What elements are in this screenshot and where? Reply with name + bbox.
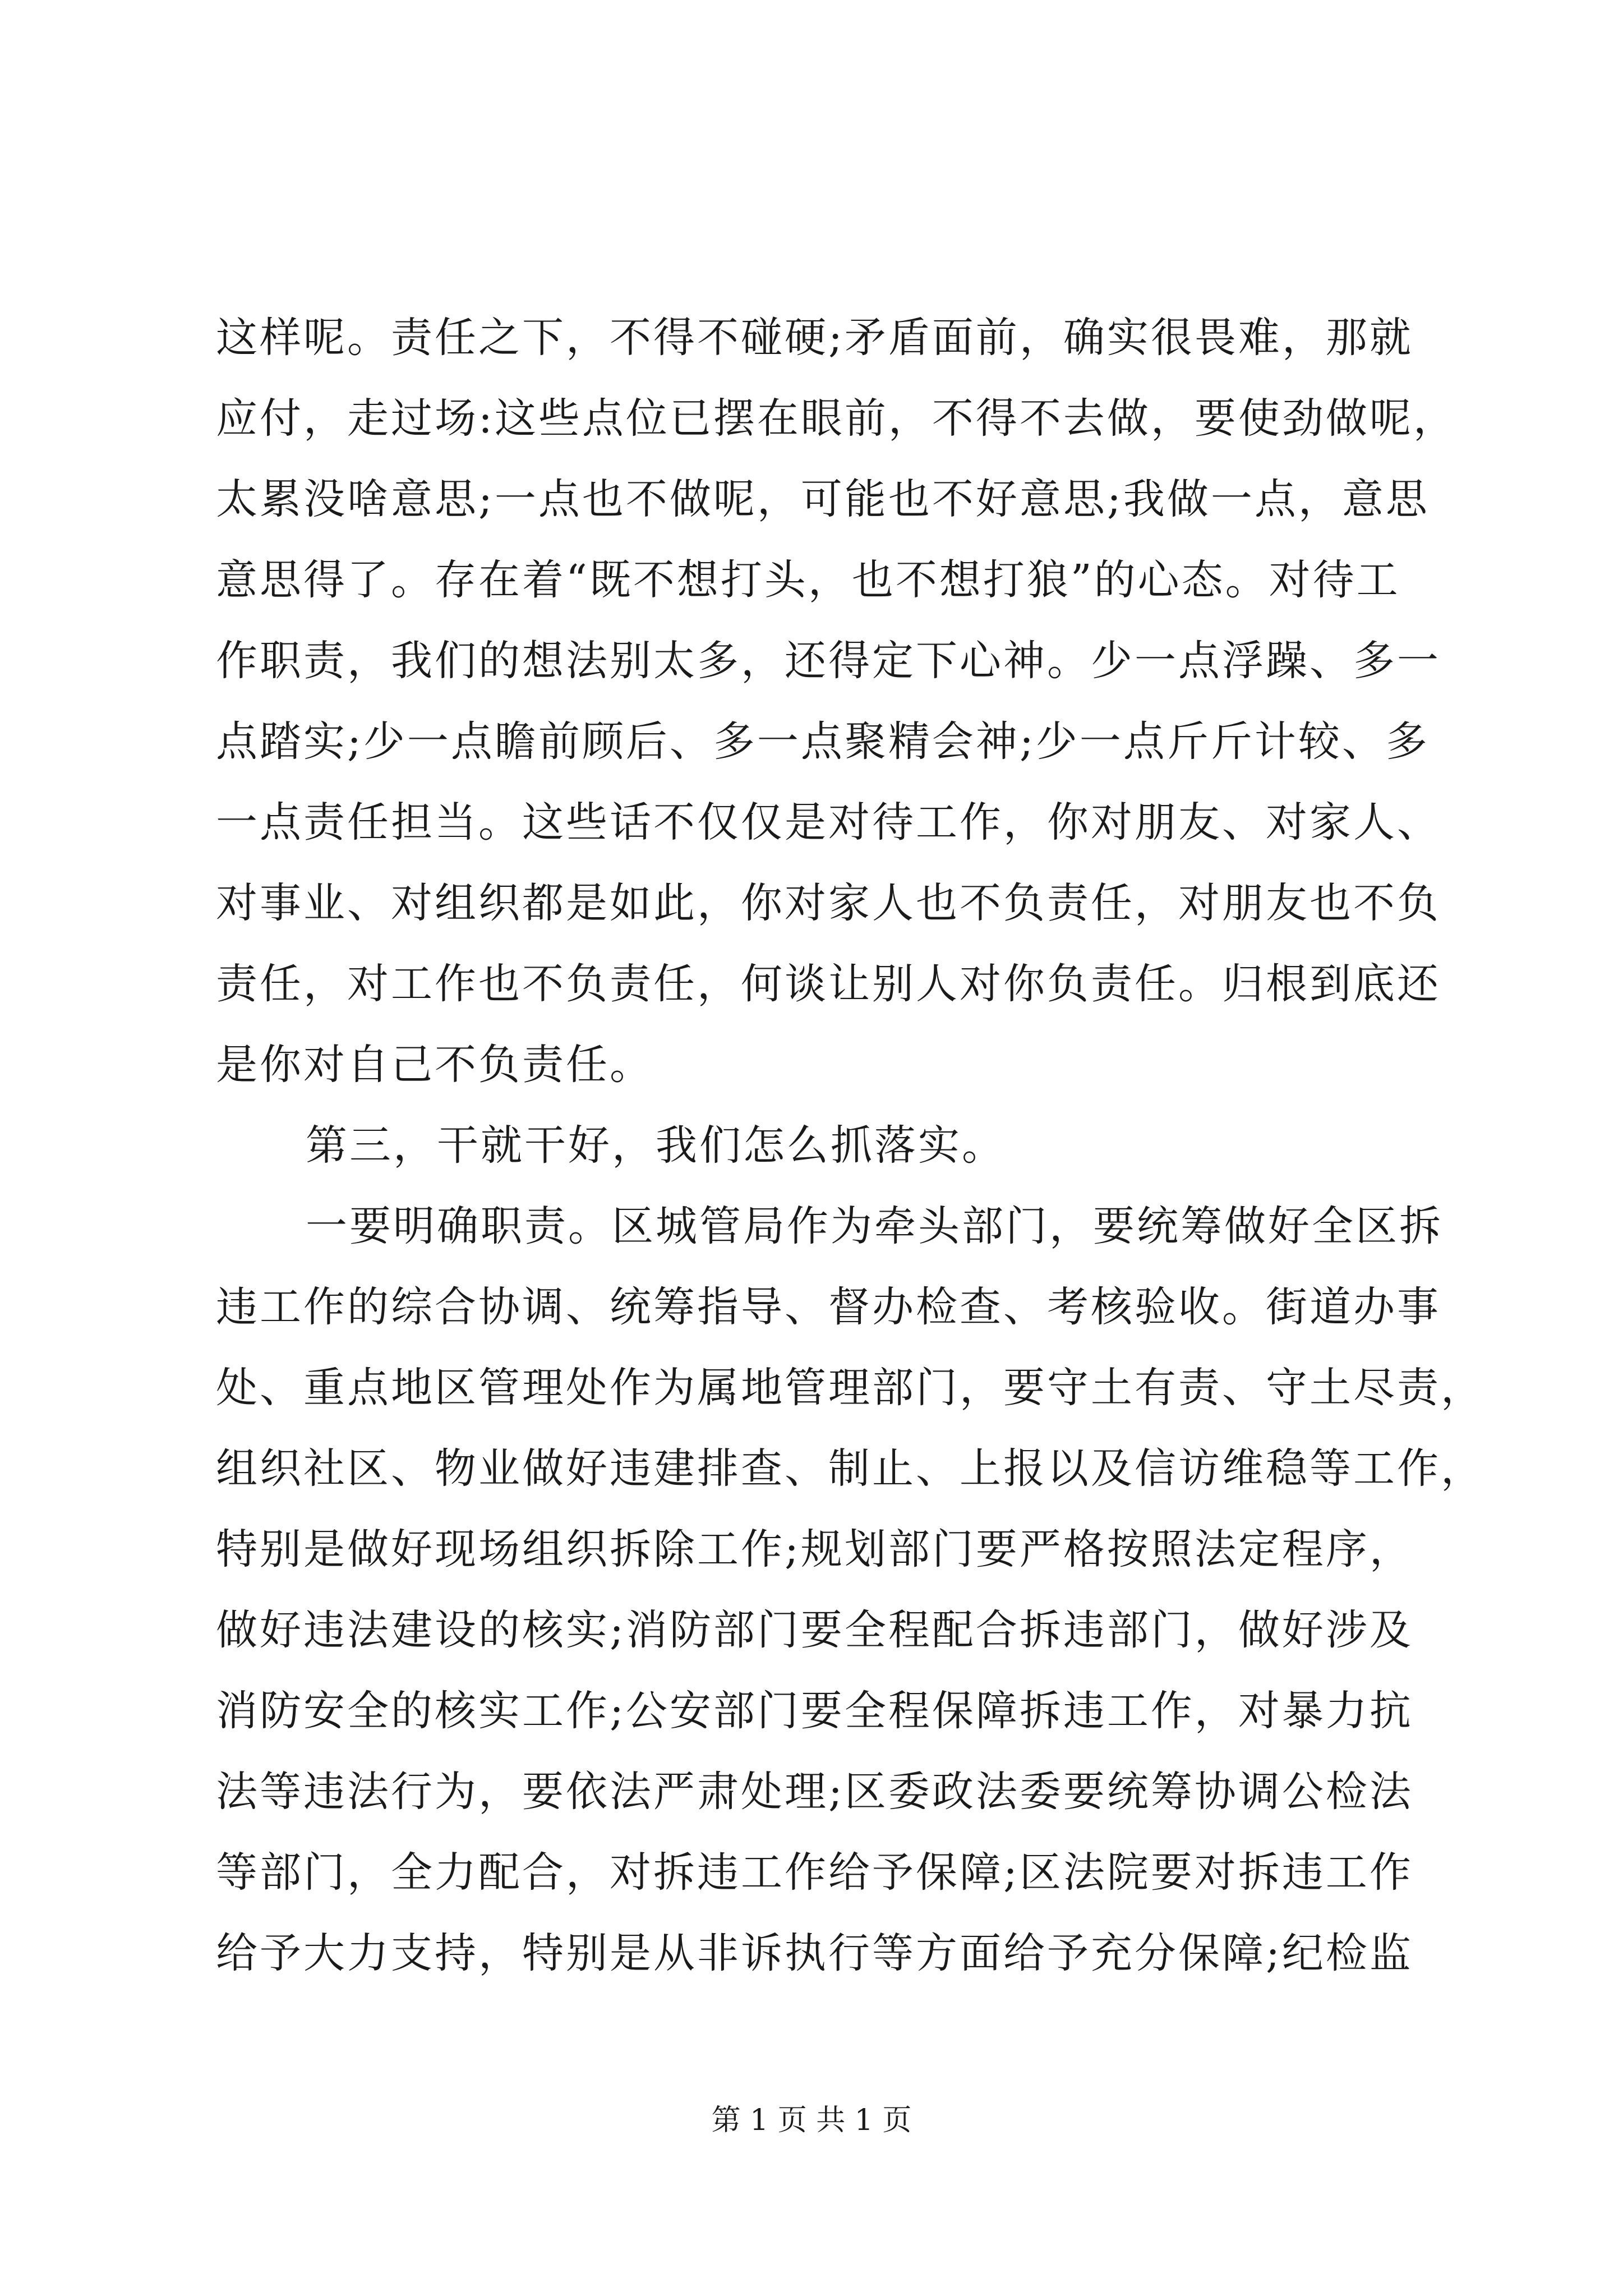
body-text <box>216 297 1484 1994</box>
text-line: 意思得了。存在着“既不想打头，也不想打狼”的心态。对待工 <box>216 556 1400 604</box>
text-line: 点踏实;少一点瞻前顾后、多一点聚精会神;少一点斤斤计较、多 <box>216 717 1430 766</box>
text-line: 违工作的综合协调、统筹指导、督办检查、考核验收。街道办事 <box>216 1283 1441 1331</box>
text-line: 这样呢。责任之下，不得不碰硬;矛盾面前，确实很畏难，那就 <box>216 314 1413 362</box>
text-line: 一要明确职责。区城管局作为牵头部门，要统筹做好全区拆 <box>306 1202 1443 1250</box>
text-line: 特别是做好现场组织拆除工作;规划部门要严格按照法定程序， <box>216 1525 1413 1573</box>
page-number-label: 第 1 页 共 1 页 <box>711 2104 912 2137</box>
text-line: 对事业、对组织都是如此，你对家人也不负责任，对朋友也不负 <box>216 879 1441 927</box>
text-line: 作职责，我们的想法别太多，还得定下心神。少一点浮躁、多一 <box>216 637 1441 685</box>
text-line: 消防安全的核实工作;公安部门要全程保障拆违工作，对暴力抗 <box>216 1687 1413 1735</box>
text-line: 是你对自己不负责任。 <box>216 1041 653 1089</box>
text-line: 太累没啥意思;一点也不做呢，可能也不好意思;我做一点，意思 <box>216 475 1430 523</box>
text-line: 处、重点地区管理处作为属地管理部门，要守土有责、守土尽责， <box>216 1364 1484 1412</box>
section-heading: 第三，干就干好，我们怎么抓落实。 <box>306 1121 1006 1170</box>
text-line: 一点责任担当。这些话不仅仅是对待工作，你对朋友、对家人、 <box>216 798 1441 846</box>
text-line: 法等违法行为，要依法严肃处理;区委政法委要统筹协调公检法 <box>216 1768 1413 1816</box>
text-line: 组织社区、物业做好违建排查、制止、上报以及信访维稳等工作， <box>216 1444 1484 1493</box>
text-line: 给予大力支持，特别是从非诉执行等方面给予充分保障;纪检监 <box>216 1929 1413 1977</box>
text-line: 应付，走过场:这些点位已摆在眼前，不得不去做，要使劲做呢， <box>216 394 1457 443</box>
text-line: 等部门，全力配合，对拆违工作给予保障;区法院要对拆违工作 <box>216 1848 1413 1897</box>
text-line: 责任，对工作也不负责任，何谈让别人对你负责任。归根到底还 <box>216 960 1441 1008</box>
page-footer <box>0 2101 1623 2140</box>
text-line: 做好违法建设的核实;消防部门要全程配合拆违部门，做好涉及 <box>216 1606 1413 1654</box>
